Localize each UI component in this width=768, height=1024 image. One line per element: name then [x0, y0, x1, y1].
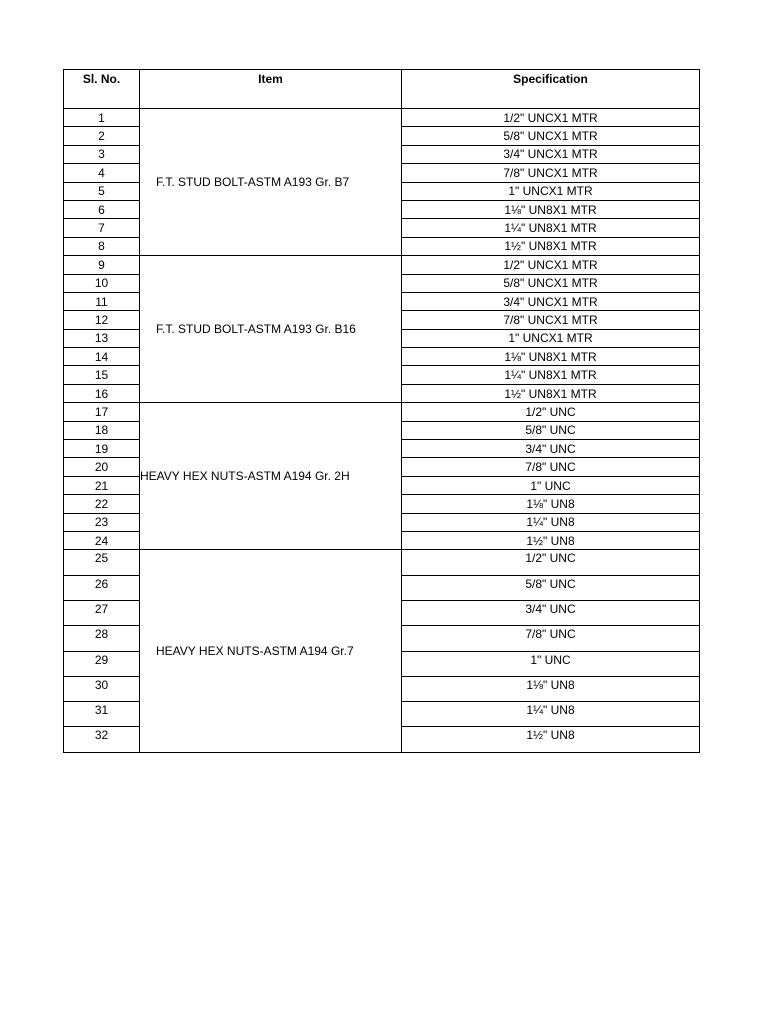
sl-no-cell: 23: [64, 513, 140, 531]
sl-no-cell: 3: [64, 145, 140, 163]
sl-no-cell: 18: [64, 421, 140, 439]
specification-cell: 1¼" UN8: [402, 702, 700, 727]
specification-cell: 5/8" UNCX1 MTR: [402, 274, 700, 292]
specification-cell: 1¼" UN8X1 MTR: [402, 219, 700, 237]
sl-no-cell: 26: [64, 575, 140, 600]
specification-cell: 7/8" UNC: [402, 626, 700, 651]
specification-cell: 7/8" UNCX1 MTR: [402, 164, 700, 182]
specification-cell: 1½" UN8X1 MTR: [402, 237, 700, 255]
sl-no-cell: 17: [64, 403, 140, 421]
group-hex-nuts-7: [64, 550, 700, 752]
specification-cell: 3/4" UNCX1 MTR: [402, 292, 700, 310]
header-sl-no: Sl. No.: [64, 70, 140, 109]
sl-no-cell: 8: [64, 237, 140, 255]
table-row: [64, 403, 700, 421]
item-cell: HEAVY HEX NUTS-ASTM A194 Gr. 2H: [140, 403, 402, 550]
table-header: [64, 70, 700, 109]
sl-no-cell: 29: [64, 651, 140, 676]
specification-cell: 1¼" UN8: [402, 513, 700, 531]
header-row: [64, 70, 700, 109]
sl-no-cell: 24: [64, 531, 140, 549]
sl-no-cell: 1: [64, 109, 140, 127]
sl-no-cell: 19: [64, 440, 140, 458]
specification-cell: 7/8" UNCX1 MTR: [402, 311, 700, 329]
specification-cell: 1½" UN8: [402, 531, 700, 549]
sl-no-cell: 21: [64, 476, 140, 494]
specification-cell: 1/2" UNCX1 MTR: [402, 109, 700, 127]
header-specification: Specification: [402, 70, 700, 109]
specification-cell: 1/2" UNCX1 MTR: [402, 256, 700, 274]
group-stud-bolt-b7: [64, 109, 700, 256]
specification-cell: 1⅛" UN8X1 MTR: [402, 200, 700, 218]
sl-no-cell: 9: [64, 256, 140, 274]
sl-no-cell: 15: [64, 366, 140, 384]
sl-no-cell: 14: [64, 348, 140, 366]
sl-no-cell: 2: [64, 127, 140, 145]
specification-cell: 3/4" UNC: [402, 440, 700, 458]
specification-cell: 1¼" UN8X1 MTR: [402, 366, 700, 384]
sl-no-cell: 20: [64, 458, 140, 476]
table-row: [64, 550, 700, 575]
sl-no-cell: 12: [64, 311, 140, 329]
sl-no-cell: 6: [64, 200, 140, 218]
specification-cell: 1⅛" UN8: [402, 495, 700, 513]
specification-cell: 3/4" UNCX1 MTR: [402, 145, 700, 163]
specification-cell: 1⅛" UN8: [402, 676, 700, 701]
sl-no-cell: 28: [64, 626, 140, 651]
specification-cell: 1½" UN8X1 MTR: [402, 384, 700, 402]
sl-no-cell: 32: [64, 727, 140, 752]
item-cell: F.T. STUD BOLT-ASTM A193 Gr. B7: [140, 109, 402, 256]
specification-cell: 7/8" UNC: [402, 458, 700, 476]
specification-cell: 1" UNCX1 MTR: [402, 182, 700, 200]
sl-no-cell: 16: [64, 384, 140, 402]
header-item: Item: [140, 70, 402, 109]
sl-no-cell: 11: [64, 292, 140, 310]
specification-cell: 1½" UN8: [402, 727, 700, 752]
specification-cell: 5/8" UNC: [402, 575, 700, 600]
table-row: [64, 109, 700, 127]
specification-cell: 1" UNC: [402, 476, 700, 494]
specification-cell: 3/4" UNC: [402, 600, 700, 625]
specification-cell: 1" UNC: [402, 651, 700, 676]
sl-no-cell: 22: [64, 495, 140, 513]
sl-no-cell: 7: [64, 219, 140, 237]
sl-no-cell: 25: [64, 550, 140, 575]
sl-no-cell: 30: [64, 676, 140, 701]
sl-no-cell: 4: [64, 164, 140, 182]
sl-no-cell: 10: [64, 274, 140, 292]
sl-no-cell: 5: [64, 182, 140, 200]
sl-no-cell: 31: [64, 702, 140, 727]
specification-table: [63, 69, 700, 753]
specification-cell: 5/8" UNC: [402, 421, 700, 439]
specification-cell: 1⅛" UN8X1 MTR: [402, 348, 700, 366]
group-stud-bolt-b16: [64, 256, 700, 403]
item-cell: HEAVY HEX NUTS-ASTM A194 Gr.7: [140, 550, 402, 752]
sl-no-cell: 13: [64, 329, 140, 347]
table-row: [64, 256, 700, 274]
specification-cell: 1" UNCX1 MTR: [402, 329, 700, 347]
group-hex-nuts-2h: [64, 403, 700, 550]
item-cell: F.T. STUD BOLT-ASTM A193 Gr. B16: [140, 256, 402, 403]
specification-cell: 5/8" UNCX1 MTR: [402, 127, 700, 145]
specification-cell: 1/2" UNC: [402, 403, 700, 421]
sl-no-cell: 27: [64, 600, 140, 625]
specification-cell: 1/2" UNC: [402, 550, 700, 575]
